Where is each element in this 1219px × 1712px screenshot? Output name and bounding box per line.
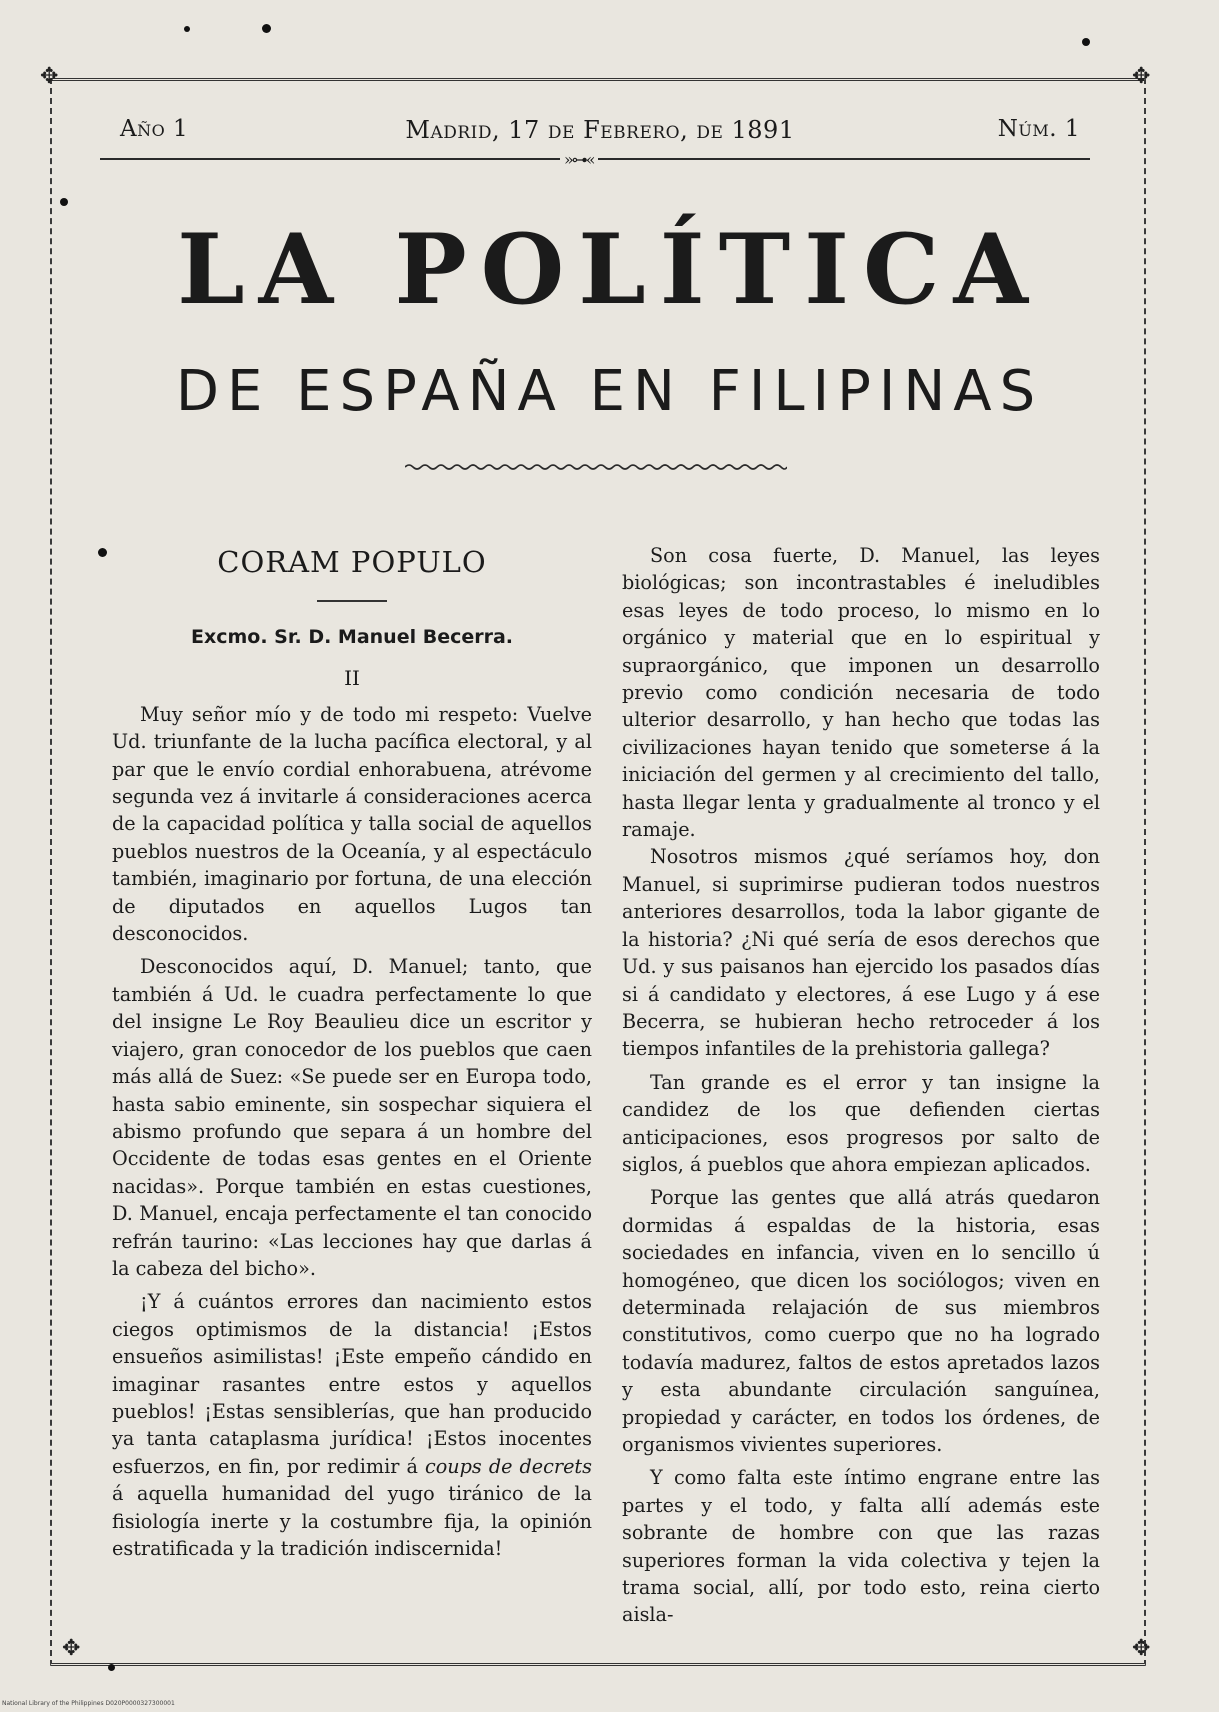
newspaper-title: LA POLÍTICA [177,213,1042,326]
corner-ornament-icon: ✥ [1132,1636,1151,1661]
article-part-number: II [344,666,360,691]
article-paragraph [112,1288,592,1562]
masthead-issue: Núm. 1 [997,116,1080,142]
corner-ornament-icon: ✥ [62,1636,81,1661]
corner-ornament-icon: ✥ [40,64,59,89]
masthead-year: Año 1 [120,116,189,142]
wavy-divider-icon [405,462,787,472]
rule-ornament-icon: »⊶« [560,150,598,169]
article-paragraph: Tan grande es el error y tan insigne la candidez de los que defienden ciertas anticipaciones, esos progresos por salto de siglos, á pueblos que ahora empiezan aplicados. [622,1070,1100,1176]
corner-ornament-icon: ✥ [1132,64,1151,89]
article-paragraph: Porque las gentes que allá atrás quedaron dormidas á espaldas de la historia, esas sociedades en infancia, viven en lo sencillo ú homogéneo, que dicen los sociólogos; viven en determinada relajación de sus miembros constitutivos, como cuerpo que no ha logrado todavía madurez, faltos de estos apretados lazos y esta abundante circulación sanguínea, propiedad y carácter, en todos los órdenes, de organismos vivientes superiores. [622,1186,1100,1456]
article-paragraph: Muy señor mío y de todo mi respeto: Vuelve Ud. triunfante de la lucha pacífica electoral, y al par que le envío cordial enhorabuena, atrévome segunda vez á invitarle á consideraciones acerca de la capacidad política y talla social de aquellos pueblos nuestros de la Oceanía, y al espectáculo también, imaginario por fortuna, de una elección de diputados en aquellos Lugos tan desconocidos. [112,702,592,946]
ink-speck [1082,38,1090,46]
paragraph-text: ¡Y á cuántos errores dan nacimiento estos ciegos optimismos de la distancia! ¡Estos ensueños asimilistas! ¡Este empeño cándido en imaginar rasantes entre estos y aquellos pueblos! ¡Estas sensiblerías, que han producido ya tanta cataplasma jurídica! ¡Estos inocentes esfuerzos, en fin, por redimir á [112,1290,592,1478]
article-paragraph: Y como falta este íntimo engrane entre las partes y el todo, y falta allí además este sobrante de hombre con que las razas superiores forman la vida colectiva y tejen la trama social, allí, por todo esto, reina cierto aisla- [622,1466,1100,1627]
article-paragraph: Son cosa fuerte, D. Manuel, las leyes biológicas; son incontrastables é ineludibles esas leyes de todo proceso, lo mismo en lo orgánico y material que en lo espiritual y supraorgánico, que imponen un desarrollo previo como condición necesaria de todo ulterior desarrollo, y han hecho que todas las civilizaciones hayan tenido que someterse á la iniciación del germen y al crecimiento del tallo, hasta llegar lenta y gradualmente al tronco y el ramaje. [622,544,1100,842]
masthead-dateline: Madrid, 17 de Febrero, de 1891 [405,116,795,144]
library-credit: National Library of the Philippines D020P0000327300001 [2,1700,175,1707]
article-paragraph: Desconocidos aquí, D. Manuel; tanto, que también á Ud. le cuadra perfectamente lo que del insigne Le Roy Beaulieu dice un escritor y viajero, gran conocedor de los pueblos que caen más allá de Suez: «Se puede ser en Europa todo, hasta sabio eminente, sin sospechar siquiera el abismo profundo que separa á un hombre del Occidente de todas esas gentes en el Oriente nacidas». Porque también en estas cuestiones, D. Manuel, encaja perfectamente el tan conocido refrán taurino: «Las lecciones hay que darlas á la cabeza del bicho». [112,955,592,1280]
ink-speck [98,548,107,557]
heading-rule [317,600,387,602]
article-heading: CORAM POPULO [217,545,487,579]
ink-speck [60,198,68,206]
article-addressee: Excmo. Sr. D. Manuel Becerra. [190,626,514,648]
newspaper-subtitle: DE ESPAÑA EN FILIPINAS [175,359,1044,424]
article-column-right [622,542,1100,1629]
ink-speck [184,26,190,32]
ink-speck [108,1664,115,1671]
italic-phrase: coups de decrets [424,1454,592,1478]
ink-speck [262,24,271,33]
paragraph-text: á aquella humanidad del yugo tiránico de la fisiología inerte y la costumbre fija, la opinión estratificada y la tradición indiscernida! [112,1482,592,1560]
article-paragraph: Nosotros mismos ¿qué seríamos hoy, don Manuel, si suprimirse pudieran todos nuestros anteriores desarrollos, toda la labor gigante de la historia? ¿Ni qué sería de esos derechos que Ud. y sus paisanos han ejercido los pasados días si á candidato y electores, á ese Lugo y á ese Becerra, se hubieran hecho retroceder á los tiempos infantiles de la prehistoria gallega? [622,845,1100,1061]
article-column-left [112,540,592,1562]
